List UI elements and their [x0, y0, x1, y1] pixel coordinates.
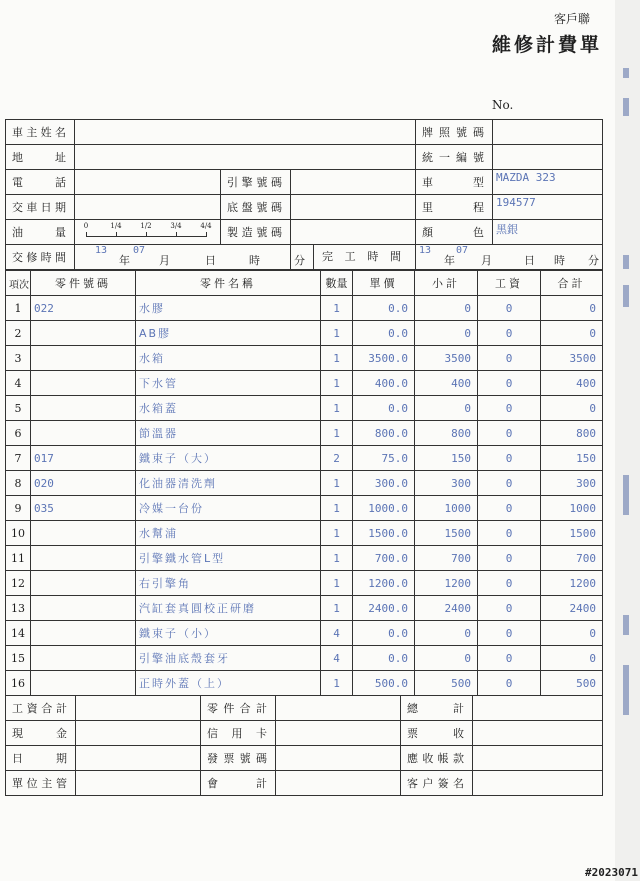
fuel-gauge-cell[interactable] — [75, 220, 221, 245]
edge-stain — [623, 665, 629, 715]
labor-cost-cell[interactable]: 0 — [478, 621, 541, 646]
labor-cost-cell[interactable]: 0 — [478, 646, 541, 671]
col-price-header: 單價 — [353, 271, 415, 296]
gauge-tick — [146, 232, 147, 237]
checkin-month: 07 — [133, 245, 146, 256]
subtotal-cell[interactable]: 3500 — [415, 346, 478, 371]
gauge-tick-label: 4/4 — [200, 222, 212, 230]
line-total-cell[interactable]: 2400 — [541, 596, 603, 621]
mileage-label: 里 程 — [416, 195, 493, 220]
parts-total-field[interactable] — [276, 696, 401, 721]
table-row — [6, 245, 603, 270]
labor-cost-cell[interactable]: 0 — [478, 371, 541, 396]
quantity-cell[interactable]: 1 — [321, 346, 353, 371]
table-row — [6, 321, 603, 346]
address-field[interactable] — [75, 145, 416, 170]
model-label: 車 型 — [416, 170, 493, 195]
quantity-cell[interactable]: 1 — [321, 571, 353, 596]
subtotal-cell[interactable]: 400 — [415, 371, 478, 396]
part-code-cell[interactable]: 022 — [31, 296, 136, 321]
edge-stain — [623, 475, 629, 515]
row-index-cell: 6 — [6, 421, 31, 446]
subtotal-cell[interactable]: 150 — [415, 446, 478, 471]
subtotal-cell[interactable]: 500 — [415, 671, 478, 696]
row-index-cell: 8 — [6, 471, 31, 496]
quantity-cell[interactable]: 1 — [321, 521, 353, 546]
labor-cost-cell[interactable]: 0 — [478, 596, 541, 621]
table-row — [6, 596, 603, 621]
table-row — [6, 546, 603, 571]
part-name-cell[interactable]: 引擎油底殼套牙 — [136, 646, 321, 671]
gauge-tick — [116, 232, 117, 237]
gauge-tick-label: 3/4 — [170, 222, 182, 230]
line-total-cell[interactable]: 700 — [541, 546, 603, 571]
mfg-no-field[interactable] — [291, 220, 416, 245]
unit-price-cell[interactable]: 2400.0 — [353, 596, 415, 621]
unit-price-cell[interactable]: 0.0 — [353, 296, 415, 321]
quantity-cell[interactable]: 2 — [321, 446, 353, 471]
accounting-field[interactable] — [276, 771, 401, 796]
quantity-cell[interactable]: 1 — [321, 321, 353, 346]
unit-month: 月 — [159, 254, 170, 267]
receivable-field[interactable] — [473, 746, 603, 771]
page-title: 維修計費單 — [491, 34, 602, 56]
part-code-cell[interactable] — [31, 521, 136, 546]
row-index-cell: 5 — [6, 396, 31, 421]
mfg-no-label: 製造號碼 — [221, 220, 291, 245]
table-row — [6, 421, 603, 446]
row-index-cell: 2 — [6, 321, 31, 346]
table-row — [6, 296, 603, 321]
part-code-cell[interactable] — [31, 596, 136, 621]
row-index-cell: 1 — [6, 296, 31, 321]
quantity-cell[interactable]: 1 — [321, 371, 353, 396]
line-total-cell[interactable]: 3500 — [541, 346, 603, 371]
quantity-cell[interactable]: 1 — [321, 596, 353, 621]
table-row — [6, 220, 603, 245]
table-row — [6, 646, 603, 671]
copy-label: 客戶聯 — [553, 12, 590, 26]
parts-table-body — [6, 296, 603, 696]
table-header-row — [6, 271, 603, 296]
unit-minute: 分 — [294, 254, 305, 267]
table-row — [6, 145, 603, 170]
unit-price-cell[interactable]: 0.0 — [353, 646, 415, 671]
part-name-cell[interactable]: 水箱蓋 — [136, 396, 321, 421]
unit-price-cell[interactable]: 500.0 — [353, 671, 415, 696]
quantity-cell[interactable]: 1 — [321, 421, 353, 446]
unit-month: 月 — [481, 254, 493, 267]
part-name-cell[interactable]: 鐵束子（小） — [136, 621, 321, 646]
labor-cost-cell[interactable]: 0 — [478, 496, 541, 521]
labor-cost-cell[interactable]: 0 — [478, 446, 541, 471]
finish-time-label: 完工時間 — [313, 245, 409, 269]
row-index-cell: 13 — [6, 596, 31, 621]
address-label: 地 址 — [6, 145, 75, 170]
col-total-header: 合計 — [541, 271, 603, 296]
part-code-cell[interactable] — [31, 421, 136, 446]
unit-price-cell[interactable]: 0.0 — [353, 321, 415, 346]
gauge-tick-label: 1/4 — [110, 222, 122, 230]
row-index-cell: 9 — [6, 496, 31, 521]
part-name-cell[interactable]: 化油器清洗劑 — [136, 471, 321, 496]
col-qty-header: 數量 — [321, 271, 353, 296]
table-row — [6, 346, 603, 371]
table-row — [6, 696, 603, 721]
unit-price-cell[interactable]: 700.0 — [353, 546, 415, 571]
labor-cost-cell[interactable]: 0 — [478, 396, 541, 421]
payment-summary-table — [5, 695, 603, 796]
subtotal-cell[interactable]: 1200 — [415, 571, 478, 596]
table-row — [6, 446, 603, 471]
labor-cost-cell[interactable]: 0 — [478, 521, 541, 546]
unit-price-cell[interactable]: 3500.0 — [353, 346, 415, 371]
part-name-cell[interactable]: AB膠 — [136, 321, 321, 346]
checkin-time-label: 交修時間 — [6, 245, 75, 270]
table-row — [6, 120, 603, 145]
line-total-cell[interactable]: 0 — [541, 646, 603, 671]
gauge-tick — [206, 232, 207, 237]
subtotal-cell[interactable]: 300 — [415, 471, 478, 496]
finish-month: 07 — [456, 245, 469, 256]
part-name-cell[interactable]: 冷媒一台份 — [136, 496, 321, 521]
subtotal-cell[interactable]: 0 — [415, 396, 478, 421]
line-total-cell[interactable]: 1000 — [541, 496, 603, 521]
grand-total-field[interactable] — [473, 696, 603, 721]
unit-price-cell[interactable]: 0.0 — [353, 621, 415, 646]
subtotal-cell[interactable]: 0 — [415, 296, 478, 321]
unit-price-cell[interactable]: 400.0 — [353, 371, 415, 396]
plate-label: 牌照號碼 — [416, 120, 493, 145]
color-label: 顏 色 — [416, 220, 493, 245]
subtotal-cell[interactable]: 700 — [415, 546, 478, 571]
part-code-cell[interactable] — [31, 346, 136, 371]
tax-id-field[interactable] — [493, 145, 603, 170]
part-code-cell[interactable] — [31, 671, 136, 696]
part-code-cell[interactable]: 035 — [31, 496, 136, 521]
unit-price-cell[interactable]: 800.0 — [353, 421, 415, 446]
part-name-cell[interactable]: 汽缸套真圓校正研磨 — [136, 596, 321, 621]
bill-label: 票 收 — [401, 721, 473, 746]
plate-field[interactable] — [493, 120, 603, 145]
cash-label: 現 金 — [6, 721, 76, 746]
unit-hour: 時 — [249, 254, 260, 267]
unit-price-cell[interactable]: 75.0 — [353, 446, 415, 471]
phone-label: 電 話 — [6, 170, 75, 195]
table-row — [6, 371, 603, 396]
part-code-cell[interactable]: 020 — [31, 471, 136, 496]
col-labor-header: 工資 — [478, 271, 541, 296]
col-code-header: 零件號碼 — [31, 271, 136, 296]
unit-minute: 分 — [588, 254, 600, 267]
quantity-cell[interactable]: 4 — [321, 621, 353, 646]
labor-cost-cell[interactable]: 0 — [478, 421, 541, 446]
bill-field[interactable] — [473, 721, 603, 746]
labor-cost-cell[interactable]: 0 — [478, 346, 541, 371]
unit-price-cell[interactable]: 0.0 — [353, 396, 415, 421]
delivery-date-field[interactable] — [75, 195, 221, 220]
part-name-cell[interactable]: 水膠 — [136, 296, 321, 321]
part-code-cell[interactable] — [31, 571, 136, 596]
line-total-cell[interactable]: 0 — [541, 621, 603, 646]
customer-sign-field[interactable] — [473, 771, 603, 796]
row-index-cell: 7 — [6, 446, 31, 471]
engine-no-label: 引擎號碼 — [221, 170, 291, 195]
edge-stain — [623, 285, 629, 307]
engine-no-field[interactable] — [291, 170, 416, 195]
part-name-cell[interactable]: 右引擎角 — [136, 571, 321, 596]
invoice-no-label: 發票號碼 — [201, 746, 276, 771]
accounting-label: 會 計 — [201, 771, 276, 796]
col-idx-header: 項次 — [6, 271, 31, 296]
number-label: No. — [492, 98, 514, 112]
gauge-tick — [86, 232, 87, 237]
part-code-cell[interactable] — [31, 321, 136, 346]
owner-field[interactable] — [75, 120, 416, 145]
row-index-cell: 4 — [6, 371, 31, 396]
part-code-cell[interactable]: 017 — [31, 446, 136, 471]
subtotal-cell[interactable]: 0 — [415, 646, 478, 671]
row-index-cell: 12 — [6, 571, 31, 596]
quantity-cell[interactable]: 4 — [321, 646, 353, 671]
row-index-cell: 3 — [6, 346, 31, 371]
unit-hour: 時 — [554, 254, 566, 267]
edge-stain — [623, 98, 629, 116]
table-row — [6, 170, 603, 195]
edge-stain — [623, 255, 629, 269]
subtotal-cell[interactable]: 1000 — [415, 496, 478, 521]
unit-price-cell[interactable]: 300.0 — [353, 471, 415, 496]
quantity-cell[interactable]: 1 — [321, 396, 353, 421]
fuel-label: 油 量 — [6, 220, 75, 245]
subtotal-cell[interactable]: 2400 — [415, 596, 478, 621]
phone-field[interactable] — [75, 170, 221, 195]
owner-label: 車主姓名 — [6, 120, 75, 145]
quantity-cell[interactable]: 1 — [321, 671, 353, 696]
model-field[interactable]: MAZDA 323 — [493, 170, 603, 195]
unit-day: 日 — [205, 254, 216, 267]
table-row — [6, 195, 603, 220]
unit-year: 年 — [444, 254, 456, 267]
credit-card-label: 信 用 卡 — [201, 721, 276, 746]
edge-stain — [623, 68, 629, 78]
gauge-tick — [176, 232, 177, 237]
line-total-cell[interactable]: 0 — [541, 296, 603, 321]
gauge-tick-label: 1/2 — [140, 222, 152, 230]
part-name-cell[interactable]: 引擎鐵水管L型 — [136, 546, 321, 571]
part-code-cell[interactable] — [31, 546, 136, 571]
part-name-cell[interactable]: 水箱 — [136, 346, 321, 371]
part-code-cell[interactable] — [31, 646, 136, 671]
labor-cost-cell[interactable]: 0 — [478, 321, 541, 346]
col-subtotal-header: 小計 — [415, 271, 478, 296]
delivery-date-label: 交車日期 — [6, 195, 75, 220]
quantity-cell[interactable]: 1 — [321, 471, 353, 496]
quantity-cell[interactable]: 1 — [321, 546, 353, 571]
labor-total-label: 工資合計 — [6, 696, 76, 721]
quantity-cell[interactable]: 1 — [321, 496, 353, 521]
part-code-cell[interactable] — [31, 371, 136, 396]
part-name-cell[interactable]: 下水管 — [136, 371, 321, 396]
date-label: 日 期 — [6, 746, 76, 771]
part-code-cell[interactable] — [31, 396, 136, 421]
unit-day: 日 — [524, 254, 536, 267]
line-total-cell[interactable]: 1200 — [541, 571, 603, 596]
tax-id-label: 統一編號 — [416, 145, 493, 170]
fuel-gauge[interactable] — [83, 222, 212, 240]
supervisor-label: 單位主管 — [6, 771, 76, 796]
edge-stain — [623, 615, 629, 635]
quantity-cell[interactable]: 1 — [321, 296, 353, 321]
gauge-tick-label: 0 — [83, 222, 89, 230]
part-name-cell[interactable]: 正時外蓋（上） — [136, 671, 321, 696]
part-name-cell[interactable]: 水幫浦 — [136, 521, 321, 546]
row-index-cell: 10 — [6, 521, 31, 546]
checkin-day: 13 — [95, 245, 108, 256]
table-row — [6, 771, 603, 796]
table-row — [6, 571, 603, 596]
vehicle-info-table — [5, 119, 603, 270]
line-total-cell[interactable]: 300 — [541, 471, 603, 496]
table-row — [6, 746, 603, 771]
table-row — [6, 671, 603, 696]
part-name-cell[interactable]: 節溫器 — [136, 421, 321, 446]
table-row — [6, 721, 603, 746]
color-field[interactable]: 黑銀 — [493, 220, 603, 245]
line-total-cell[interactable]: 1500 — [541, 521, 603, 546]
table-row — [6, 396, 603, 421]
cash-field[interactable] — [76, 721, 201, 746]
row-index-cell: 15 — [6, 646, 31, 671]
grand-total-label: 總 計 — [401, 696, 473, 721]
table-row — [6, 521, 603, 546]
subtotal-cell[interactable]: 0 — [415, 321, 478, 346]
parts-total-label: 零件合計 — [201, 696, 276, 721]
parts-table — [5, 270, 603, 696]
table-row — [6, 621, 603, 646]
customer-sign-label: 客户簽名 — [401, 771, 473, 796]
line-total-cell[interactable]: 0 — [541, 396, 603, 421]
chassis-no-label: 底盤號碼 — [221, 195, 291, 220]
line-total-cell[interactable]: 400 — [541, 371, 603, 396]
checkin-minute-field[interactable] — [291, 245, 416, 270]
line-total-cell[interactable]: 0 — [541, 321, 603, 346]
unit-price-cell[interactable]: 1200.0 — [353, 571, 415, 596]
mileage-field[interactable]: 194577 — [493, 195, 603, 220]
labor-cost-cell[interactable]: 0 — [478, 296, 541, 321]
watermark: #2023071 — [585, 866, 638, 879]
date-field[interactable] — [76, 746, 201, 771]
labor-cost-cell[interactable]: 0 — [478, 571, 541, 596]
row-index-cell: 16 — [6, 671, 31, 696]
chassis-no-field[interactable] — [291, 195, 416, 220]
receivable-label: 應收帳款 — [401, 746, 473, 771]
subtotal-cell[interactable]: 0 — [415, 621, 478, 646]
unit-year: 年 — [119, 254, 130, 267]
labor-total-field[interactable] — [76, 696, 201, 721]
scan-edge — [615, 0, 640, 881]
table-row — [6, 496, 603, 521]
subtotal-cell[interactable]: 800 — [415, 421, 478, 446]
credit-card-field[interactable] — [276, 721, 401, 746]
invoice-no-field[interactable] — [276, 746, 401, 771]
line-total-cell[interactable]: 500 — [541, 671, 603, 696]
finish-time-field[interactable] — [416, 245, 603, 270]
line-total-cell[interactable]: 150 — [541, 446, 603, 471]
col-name-header: 零件名稱 — [136, 271, 321, 296]
supervisor-field[interactable] — [76, 771, 201, 796]
checkin-time-field[interactable] — [75, 245, 291, 270]
unit-price-cell[interactable]: 1500.0 — [353, 521, 415, 546]
finish-day: 13 — [419, 245, 432, 256]
unit-price-cell[interactable]: 1000.0 — [353, 496, 415, 521]
subtotal-cell[interactable]: 1500 — [415, 521, 478, 546]
part-name-cell[interactable]: 鐵束子（大） — [136, 446, 321, 471]
row-index-cell: 14 — [6, 621, 31, 646]
labor-cost-cell[interactable]: 0 — [478, 671, 541, 696]
line-total-cell[interactable]: 800 — [541, 421, 603, 446]
row-index-cell: 11 — [6, 546, 31, 571]
table-row — [6, 471, 603, 496]
labor-cost-cell[interactable]: 0 — [478, 546, 541, 571]
labor-cost-cell[interactable]: 0 — [478, 471, 541, 496]
part-code-cell[interactable] — [31, 621, 136, 646]
